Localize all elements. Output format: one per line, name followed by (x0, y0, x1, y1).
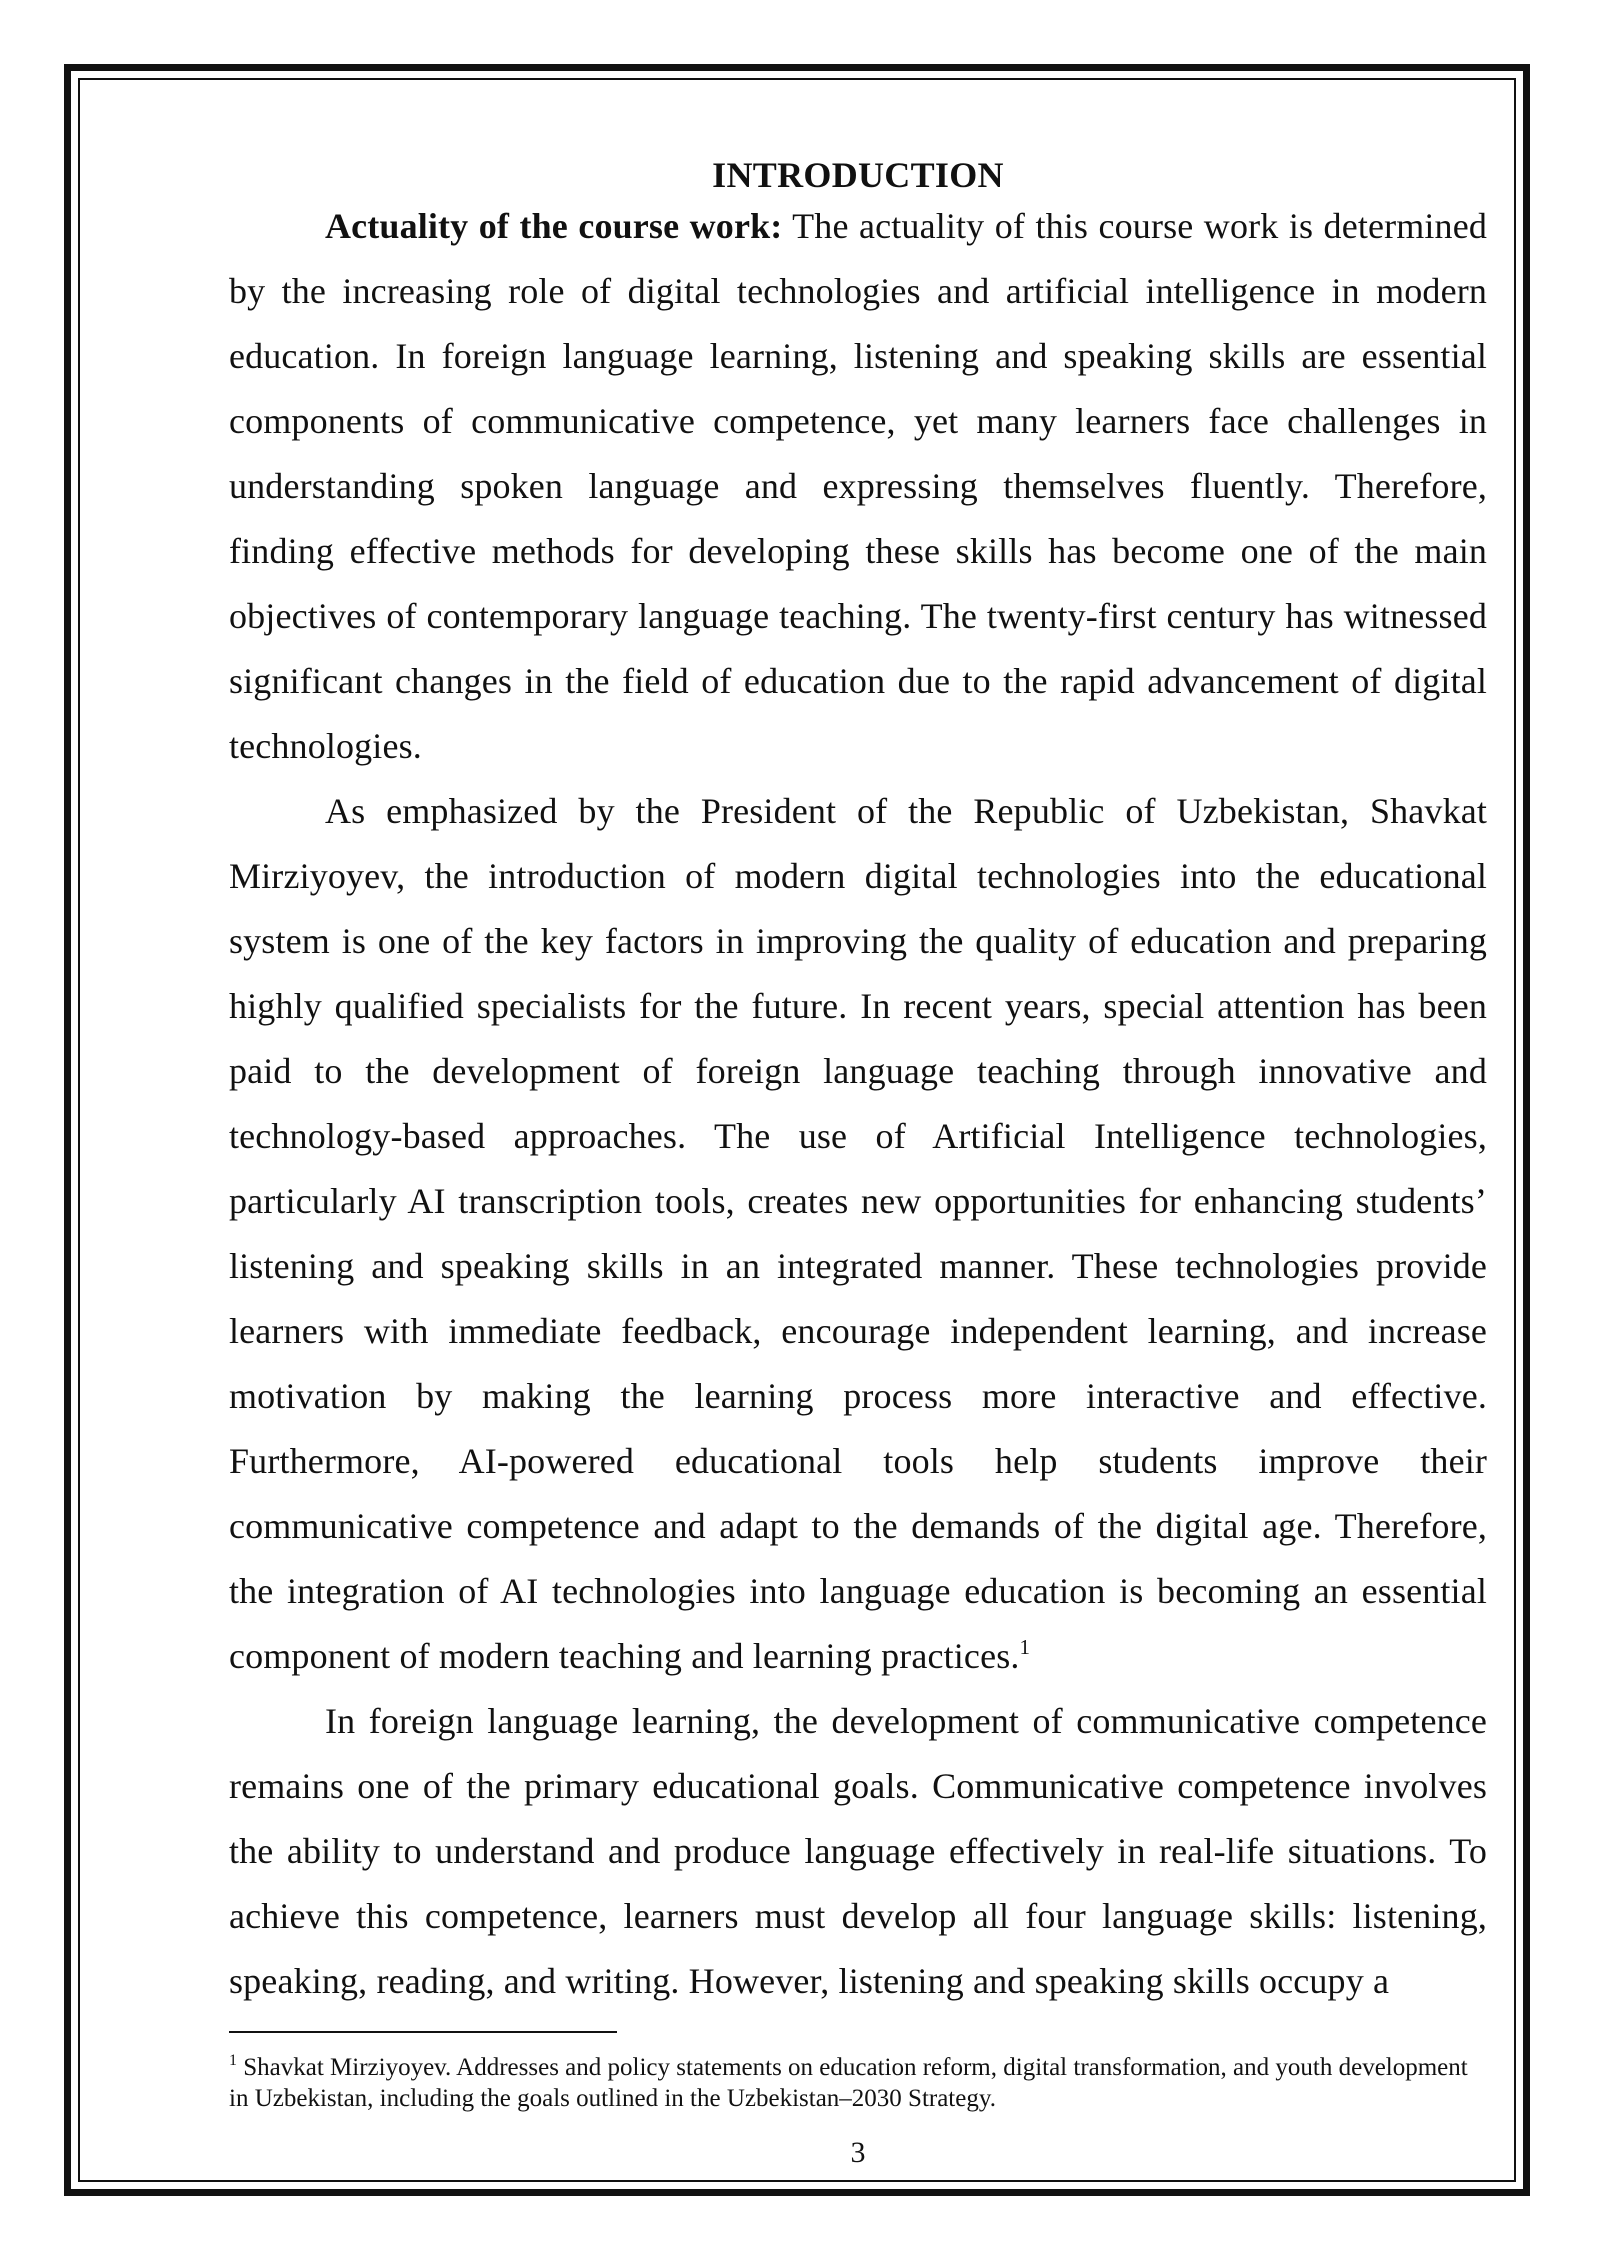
paragraph-lead-heading: Actuality of the course work: (325, 206, 783, 246)
footnote (229, 2052, 1487, 2114)
paragraph-actuality (229, 194, 1487, 779)
paragraph-text: The actuality of this course work is determined by the increasing role of digital technologies and artificial intelligence in modern education. In foreign language learning, listening and speaking skills are essential components of communicative competence, yet many learners face challenges in understanding spoken language and expressing themselves fluently. Therefore, finding effective methods for developing these skills has become one of the main objectives of contemporary language teaching. The twenty-first century has witnessed significant changes in the field of education due to the rapid advancement of digital technologies. (229, 206, 1487, 766)
footnote-reference[interactable]: 1 (1019, 1635, 1031, 1659)
paragraph-communicative-competence (229, 1689, 1487, 2014)
page-content (229, 150, 1487, 2014)
page-number: 3 (850, 2136, 866, 2169)
paragraph-text: As emphasized by the President of the Republic of Uzbekistan, Shavkat Mirziyoyev, the introduction of modern digital technologies into the educational system is one of the key factors in improving the quality of education and preparing highly qualified specialists for the future. In recent years, special attention has been paid to the development of foreign language teaching through innovative and technology-based approaches. The use of Artificial Intelligence technologies, particularly AI transcription tools, creates new opportunities for enhancing students’ listening and speaking skills in an integrated manner. These technologies provide learners with immediate feedback, encourage independent learning, and increase motivation by making the learning process more interactive and effective. Furthermore, AI-powered educational tools help students improve their communicative competence and adapt to the demands of the digital age. Therefore, the integration of AI technologies into language education is becoming an essential component of modern teaching and learning practices. (229, 791, 1487, 1676)
paragraph-president (229, 779, 1487, 1689)
footnote-text: Shavkat Mirziyoyev. Addresses and policy statements on education reform, digital transformation, and youth development in Uzbekistan, including the goals outlined in the Uzbekistan–2030 Strategy. (229, 2054, 1468, 2112)
section-title: INTRODUCTION (712, 155, 1004, 195)
paragraph-text: In foreign language learning, the development of communicative competence remains one of the primary educational goals. Communicative competence involves the ability to understand and produce language effectively in real-life situations. To achieve this competence, learners must develop all four language skills: listening, speaking, reading, and writing. However, listening and speaking skills occupy a (229, 1701, 1487, 2001)
footnote-mark: 1 (229, 2052, 237, 2069)
footnote-separator (229, 2031, 617, 2033)
